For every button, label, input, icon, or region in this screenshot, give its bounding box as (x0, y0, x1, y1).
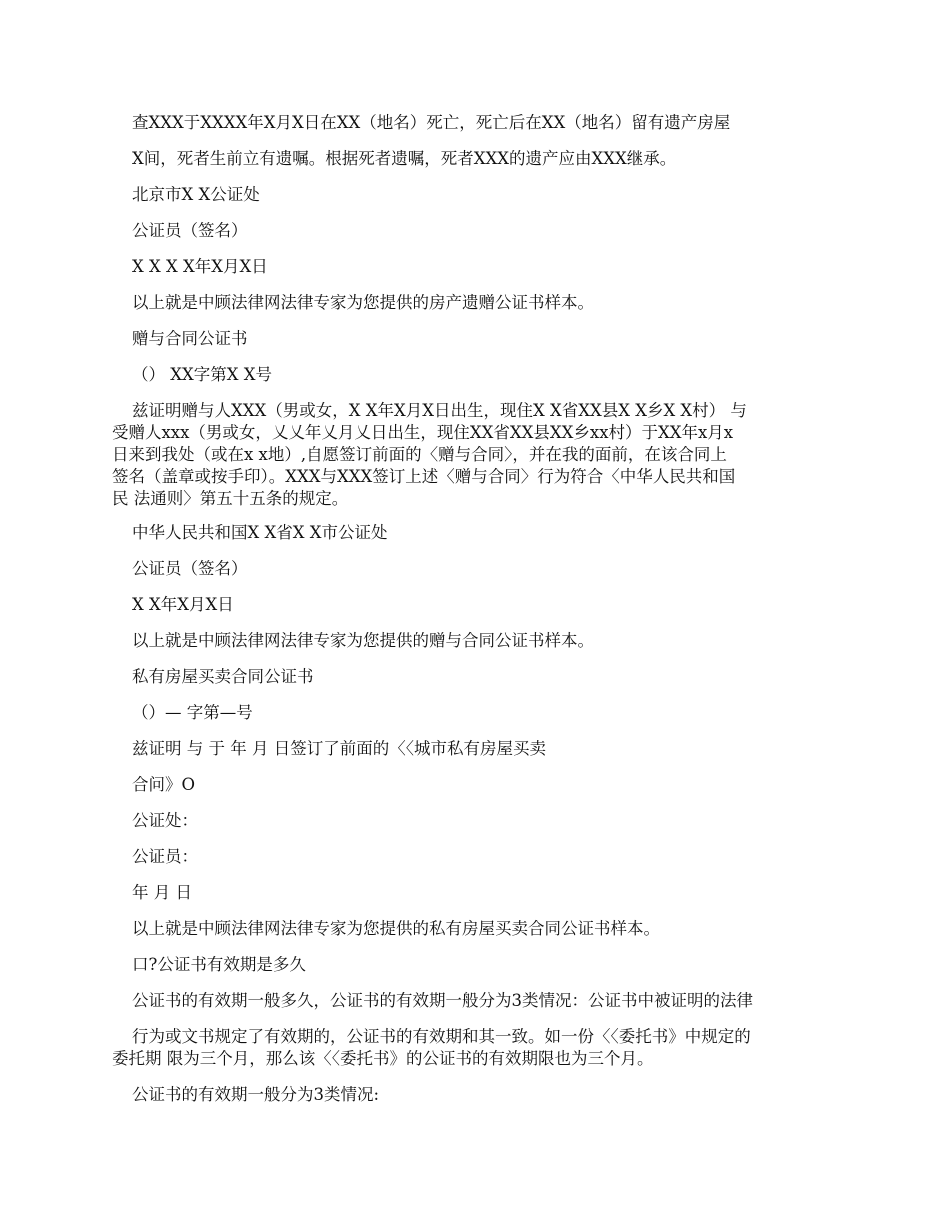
paragraph-line: （）— 字第—号 (132, 703, 253, 722)
paragraph-line: 公证员（签名） (132, 559, 248, 578)
paragraph-line: 以上就是中顾法律网法律专家为您提供的赠与合同公证书样本。 (132, 631, 594, 650)
paragraph-line: 公证书的有效期一般分为3类情况: (132, 1085, 380, 1104)
paragraph-line: 签名（盖章或按手印）。XXX与XXX签订上述〈赠与合同〉行为符合〈中华人民共和国 (112, 467, 736, 486)
paragraph-line: 兹证明 与 于 年 月 日签订了前面的〈〈城市私有房屋买卖 (132, 739, 546, 758)
paragraph-line: 公证书的有效期一般多久，公证书的有效期一般分为3类情况：公证书中被证明的法律 (132, 991, 753, 1010)
paragraph-line: 兹证明赠与人XXX（男或女，X X年X月X日出生，现住X X省XX县X X乡X X村） 与 (132, 401, 747, 420)
section-title: 口?公证书有效期是多久 (132, 955, 306, 974)
paragraph-line: 以上就是中顾法律网法律专家为您提供的私有房屋买卖合同公证书样本。 (132, 919, 660, 938)
paragraph-line: X X X X年X月X日 (132, 257, 268, 276)
paragraph-line: 查XXX于XXXX年X月X日在XX（地名）死亡，死亡后在XX（地名）留有遗产房屋 (132, 113, 731, 132)
paragraph-line: 民 法通则〉第五十五条的规定。 (112, 489, 349, 508)
paragraph-line: 委托期 限为三个月，那么该〈〈委托书》的公证书的有效期限也为三个月。 (112, 1049, 654, 1068)
paragraph-line: 公证员（签名） (132, 221, 248, 240)
paragraph-line: 行为或文书规定了有效期的，公证书的有效期和其一致。如一份〈〈委托书》中规定的 (132, 1027, 751, 1046)
paragraph-line: X X年X月X日 (132, 595, 234, 614)
paragraph-line: （） XX字第X X号 (132, 365, 272, 384)
paragraph-line: 以上就是中顾法律网法律专家为您提供的房产遗赠公证书样本。 (132, 293, 594, 312)
paragraph-line: 年 月 日 (132, 883, 192, 902)
paragraph-line: X间，死者生前立有遗嘱。根据死者遗嘱，死者XXX的遗产应由XXX继承。 (132, 149, 677, 168)
section-title: 赠与合同公证书 (132, 329, 248, 348)
paragraph-line: 受赠人xxx（男或女，乂乂年乂月乂日出生，现住XX省XX县XX乡xx村）于XX年x月x (112, 423, 734, 442)
paragraph-line: 日来到我处（或在x x地）,自愿签订前面的〈赠与合同〉，并在我的面前，在该合同上 (112, 445, 727, 464)
paragraph-line: 合问》O (132, 775, 196, 794)
section-title: 私有房屋买卖合同公证书 (132, 667, 314, 686)
paragraph-line: 北京市X X公证处 (132, 185, 260, 204)
paragraph-line: 公证处： (132, 811, 198, 830)
paragraph-line: 中华人民共和国X X省X X市公证处 (132, 523, 388, 542)
paragraph-line: 公证员： (132, 847, 198, 866)
